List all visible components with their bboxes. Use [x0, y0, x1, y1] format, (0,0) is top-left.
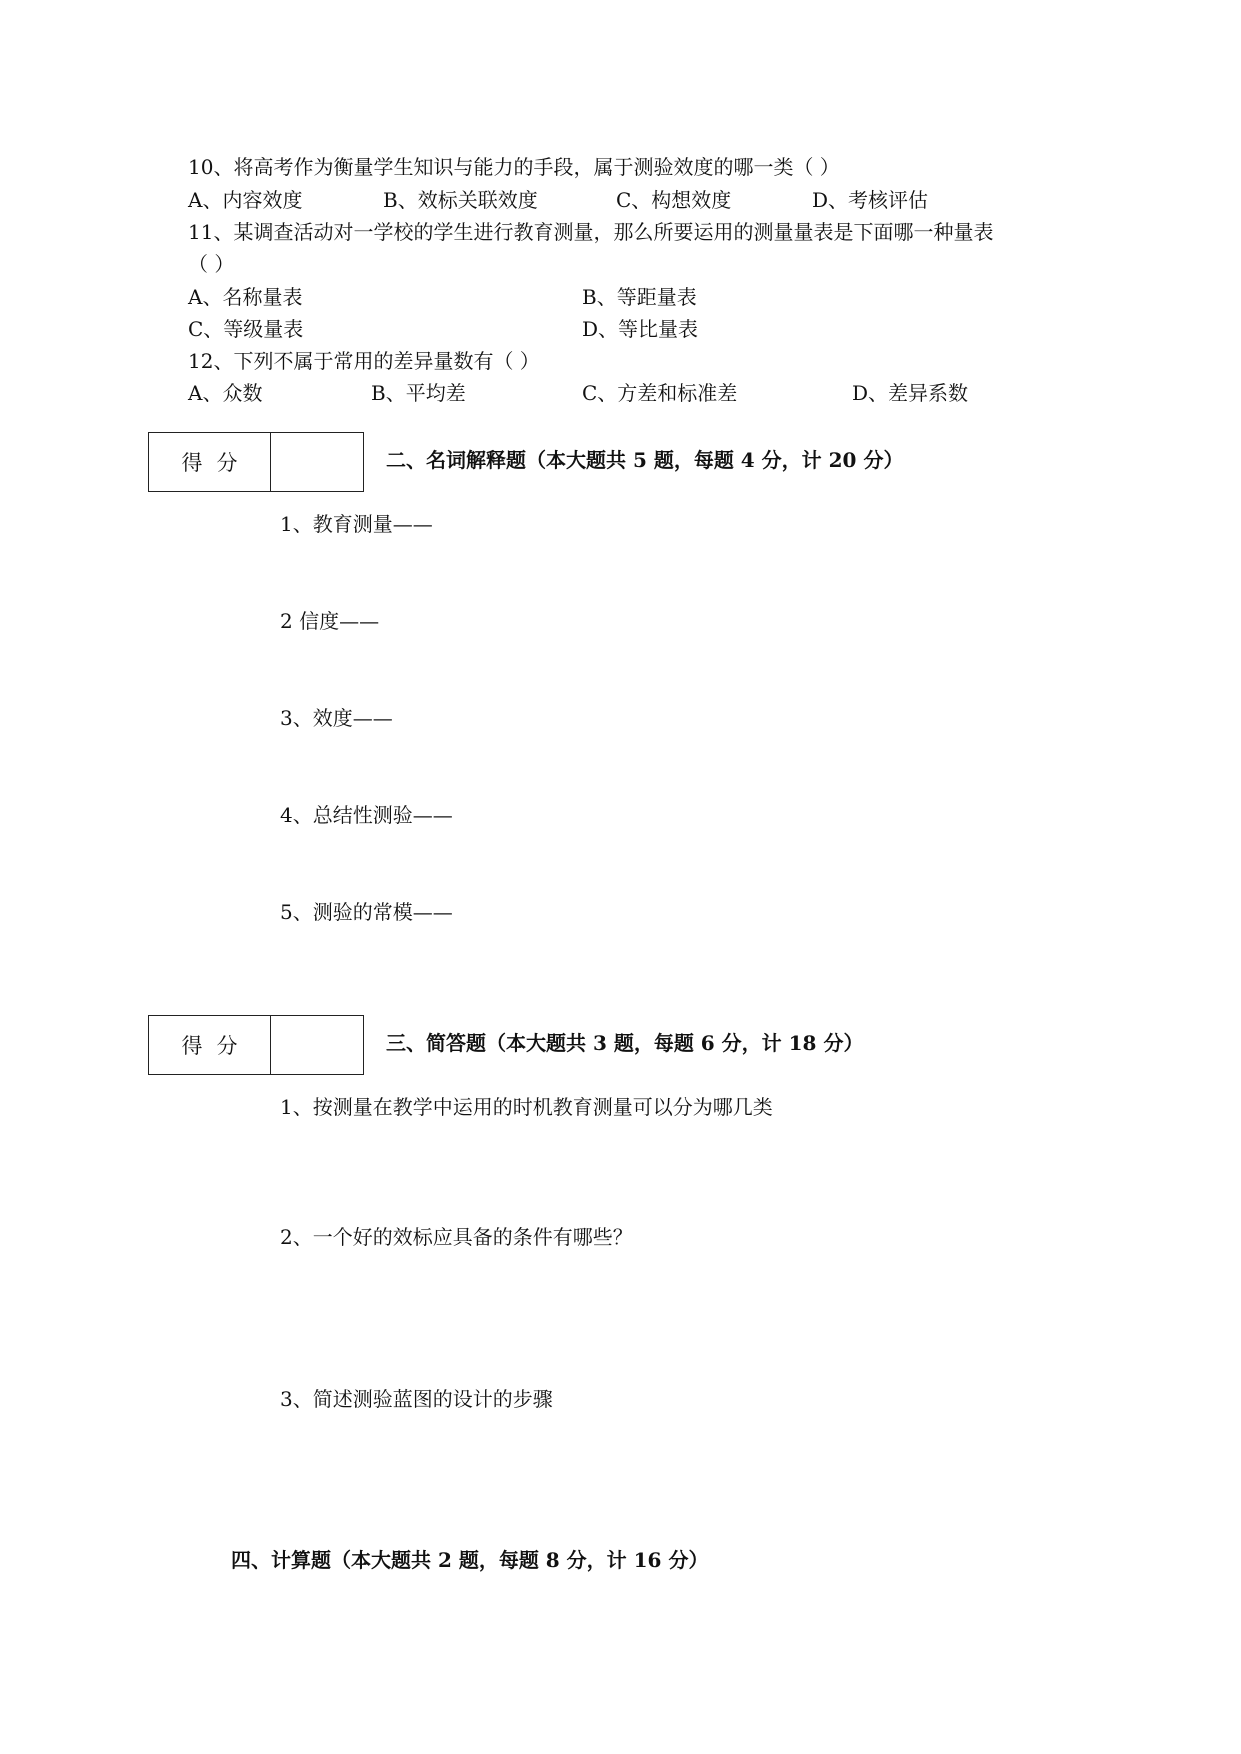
- q11-option-a: A、名称量表: [188, 285, 303, 309]
- section2-item-1: 1、教育测量——: [280, 512, 433, 536]
- section2-item-5: 5、测验的常模——: [280, 900, 453, 924]
- score-label: 得分: [149, 433, 271, 491]
- q10-stem: 10、将高考作为衡量学生知识与能力的手段，属于测验效度的哪一类（ ）: [188, 155, 840, 179]
- score-blank[interactable]: [271, 433, 363, 491]
- section4-heading: 四、计算题（本大题共 2 题，每题 8 分，计 16 分）: [231, 1548, 709, 1572]
- score-label: 得分: [149, 1016, 271, 1074]
- q12-option-d: D、差异系数: [852, 381, 969, 405]
- score-box-section2: [148, 432, 364, 492]
- q11-option-b: B、等距量表: [582, 285, 697, 309]
- q10-option-a: A、内容效度: [188, 188, 303, 212]
- q10-option-d: D、考核评估: [812, 188, 929, 212]
- section3-item-1: 1、按测量在教学中运用的时机教育测量可以分为哪几类: [280, 1095, 773, 1119]
- score-box-section3: [148, 1015, 364, 1075]
- q12-option-b: B、平均差: [371, 381, 466, 405]
- score-blank[interactable]: [271, 1016, 363, 1074]
- section3-item-3: 3、简述测验蓝图的设计的步骤: [280, 1387, 553, 1411]
- q12-option-c: C、方差和标准差: [582, 381, 738, 405]
- section3-item-2: 2、一个好的效标应具备的条件有哪些？: [280, 1225, 633, 1249]
- q12-option-a: A、众数: [188, 381, 263, 405]
- section2-item-2: 2 信度——: [280, 609, 380, 633]
- q10-option-c: C、构想效度: [616, 188, 732, 212]
- q11-stem-continuation: （ ）: [188, 252, 235, 276]
- section2-item-4: 4、总结性测验——: [280, 803, 453, 827]
- q10-option-b: B、效标关联效度: [383, 188, 538, 212]
- section2-item-3: 3、效度——: [280, 706, 393, 730]
- q11-stem: 11、某调查活动对一学校的学生进行教育测量，那么所要运用的测量量表是下面哪一种量表: [188, 220, 994, 244]
- q11-option-c: C、等级量表: [188, 317, 304, 341]
- q11-option-d: D、等比量表: [582, 317, 699, 341]
- section3-heading: 三、简答题（本大题共 3 题，每题 6 分，计 18 分）: [386, 1031, 864, 1055]
- section2-heading: 二、名词解释题（本大题共 5 题，每题 4 分，计 20 分）: [386, 448, 904, 472]
- q12-stem: 12、下列不属于常用的差异量数有（ ）: [188, 349, 540, 373]
